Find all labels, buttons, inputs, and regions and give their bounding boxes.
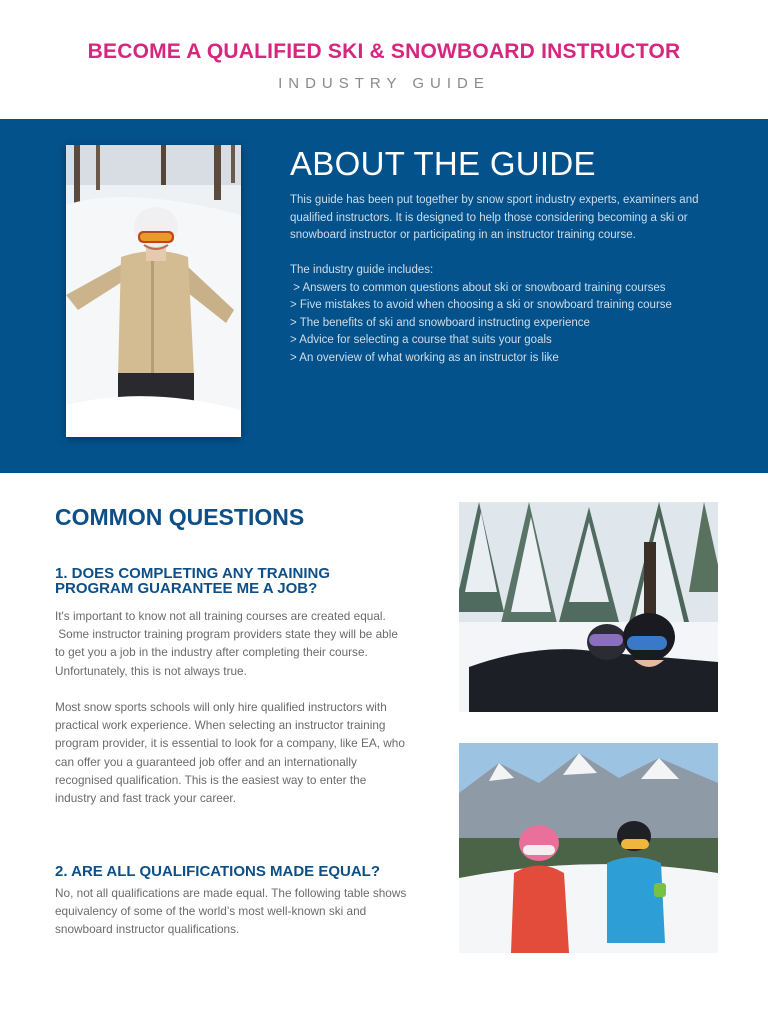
snow-forest-photo-icon xyxy=(459,502,718,712)
page-subtitle: INDUSTRY GUIDE xyxy=(278,75,490,92)
answer-line: Some instructor training program providers state they will be able xyxy=(55,627,398,642)
mountain-skiers-photo xyxy=(459,743,718,953)
about-section xyxy=(0,119,768,473)
answer-line: Unfortunately, this is not always true. xyxy=(55,663,247,678)
answer-line: No, not all qualifications are made equal. The following table shows xyxy=(55,886,407,900)
question-1-title xyxy=(55,566,330,596)
includes-item: > Five mistakes to avoid when choosing a ski or snowboard training course xyxy=(290,299,672,311)
question-1-title-line: PROGRAM GUARANTEE ME A JOB? xyxy=(55,580,318,597)
page-header xyxy=(0,0,768,118)
answer-line: program provider, it is essential to look for a company, like EA, who xyxy=(55,736,405,751)
answer-line: industry and fast track your career. xyxy=(55,791,236,806)
answer-line: recognised qualification. This is the easiest way to enter the xyxy=(55,772,367,787)
answer-line: snowboard instructor qualifications. xyxy=(55,922,240,937)
page-title: BECOME A QUALIFIED SKI & SNOWBOARD INSTRUCTOR xyxy=(87,40,681,63)
includes-item: > An overview of what working as an instructor is like xyxy=(290,351,559,364)
includes-item: > The benefits of ski and snowboard instructing experience xyxy=(290,316,590,329)
mountain-skiers-photo-icon xyxy=(459,743,718,953)
answer-line: can offer you a guaranteed job offer and an internationally xyxy=(55,754,357,769)
question-1-title-line: 1. DOES COMPLETING ANY TRAINING xyxy=(55,565,331,582)
about-intro-line: snowboard instructor or participating in an instructor training course. xyxy=(290,229,636,241)
includes-item: > Advice for selecting a course that suits your goals xyxy=(290,334,552,346)
answer-line: practical work experience. When selecting an instructor training xyxy=(55,718,386,733)
includes-item: > Answers to common questions about ski or snowboard training courses xyxy=(290,281,666,294)
skier-photo-icon xyxy=(66,145,241,437)
about-description xyxy=(290,192,740,367)
question-2-answer xyxy=(55,884,440,939)
question-1-answer xyxy=(55,607,440,807)
answer-line: It's important to know not all training courses are created equal. xyxy=(55,609,386,623)
common-questions-title: COMMON QUESTIONS xyxy=(55,504,305,530)
skier-photo xyxy=(66,145,241,437)
answer-line: to get you a job in the industry after completing their course. xyxy=(55,645,368,660)
about-title: ABOUT THE GUIDE xyxy=(290,145,596,182)
includes-heading: The industry guide includes: xyxy=(290,264,434,276)
about-intro-line: This guide has been put together by snow sport industry experts, examiners and xyxy=(290,194,699,206)
snow-forest-photo xyxy=(459,502,718,712)
about-intro-line: qualified instructors. It is designed to help those considering becoming a ski or xyxy=(290,211,688,224)
answer-line: Most snow sports schools will only hire qualified instructors with xyxy=(55,700,387,714)
question-2-title: 2. ARE ALL QUALIFICATIONS MADE EQUAL? xyxy=(55,863,380,880)
answer-line: equivalency of some of the world’s most well-known ski and xyxy=(55,904,367,919)
